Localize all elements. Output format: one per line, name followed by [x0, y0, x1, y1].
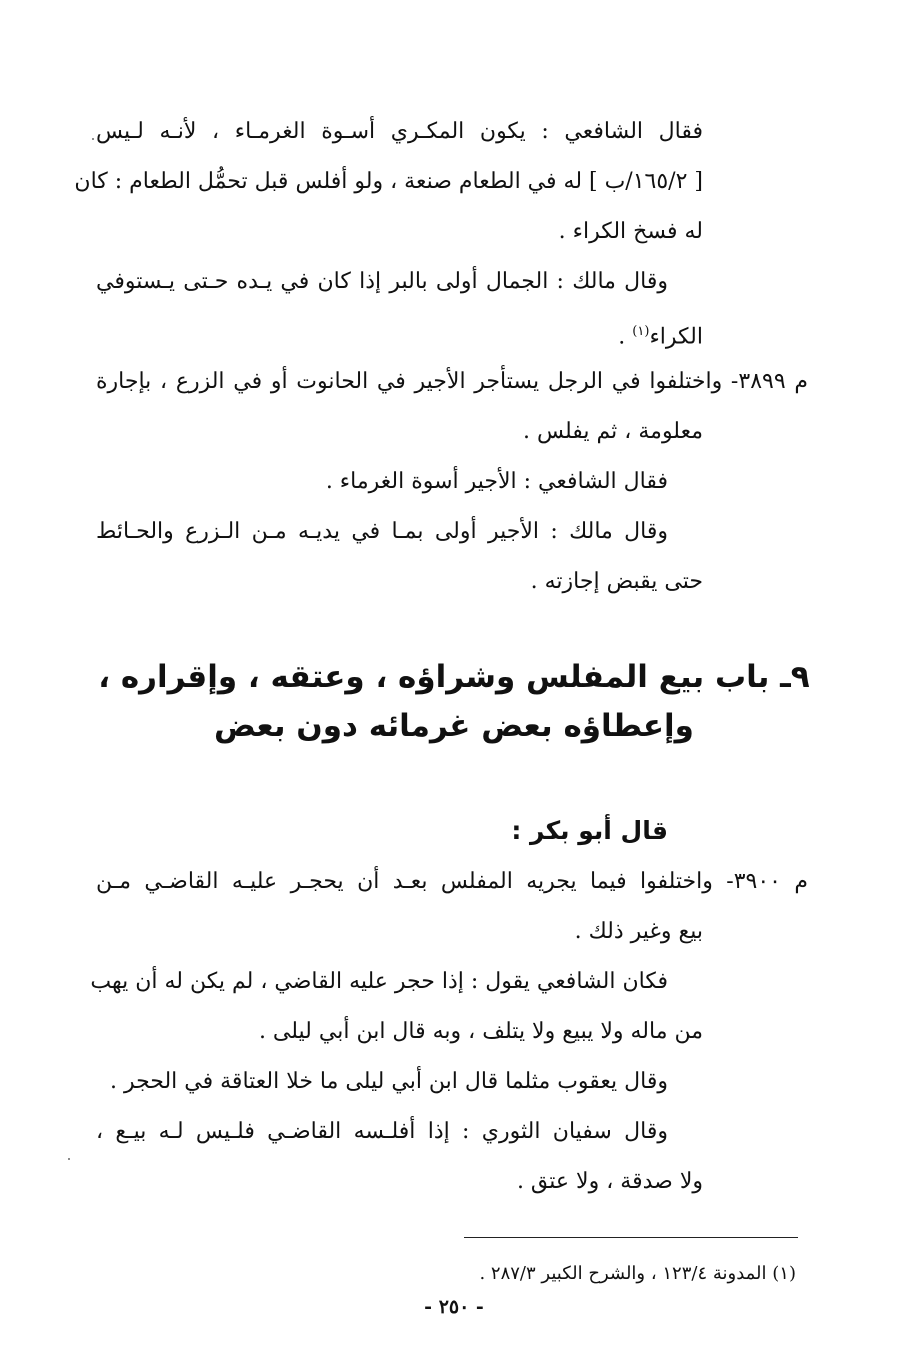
issue-3900-line-5: وقال يعقوب مثلما قال ابن أبي ليلى ما خلا العتاقة في الحجر .	[109, 1069, 668, 1094]
footnote-1: (١) المدونة ١٢٣/٤ ، والشرح الكبير ٢٨٧/٣ .	[479, 1263, 796, 1284]
issue-3900-line-7: ولا صدقة ، ولا عتق .	[516, 1169, 703, 1194]
body-line-4: وقال مالك : الجمال أولى بالبر إذا كان في يـده حـتى يـستوفي	[96, 269, 668, 294]
issue-3899-line-5: حتى يقبض إجازته .	[530, 569, 703, 594]
section-subheading: قال أبو بكر :	[511, 816, 668, 845]
issue-3899-line-1: م ٣٨٩٩- واختلفوا في الرجل يستأجر الأجير في الحانوت أو في الزرع ، بإجارة	[96, 369, 808, 394]
chapter-heading-line-1: ٩ـ باب بيع المفلس وشراؤه ، وعتقه ، وإقراره ،	[98, 659, 810, 695]
footnote-separator	[464, 1237, 798, 1238]
body-line-3: له فسخ الكراء .	[558, 219, 703, 244]
body-line-1: فقال الشافعي : يكون المكـري أسـوة الغرمـاء ، لأنـه لـيس	[96, 119, 703, 144]
page-number: - ٢٥٠ -	[424, 1296, 484, 1318]
scan-speck	[68, 1158, 70, 1160]
footnote-ref[interactable]: (١)	[632, 324, 650, 339]
body-line-5-end: .	[618, 324, 633, 350]
issue-3900-line-1: م ٣٩٠٠- واختلفوا فيما يجريه المفلس بعـد أن يحجـر عليـه القاضـي مـن	[96, 869, 808, 894]
issue-3900-line-3: فكان الشافعي يقول : إذا حجر عليه القاضي ، لم يكن له أن يهب	[90, 969, 668, 994]
issue-3900-line-6: وقال سفيان الثوري : إذا أفلـسه القاضـي فلـيس لـه بيـع ،	[96, 1119, 668, 1144]
chapter-heading-line-2: وإعطاؤه بعض غرمائه دون بعض	[214, 708, 694, 744]
body-line-5	[618, 318, 703, 351]
issue-3899-line-2: معلومة ، ثم يفلس .	[522, 419, 703, 444]
body-line-2: [ ١٦٥/٢/ب ] له في الطعام صنعة ، ولو أفلس قبل تحمُّل الطعام : كان	[74, 169, 703, 194]
issue-3900-line-2: بيع وغير ذلك .	[574, 919, 703, 944]
issue-3900-line-4: من ماله ولا يبيع ولا يتلف ، وبه قال ابن أبي ليلى .	[258, 1019, 703, 1044]
scan-speck	[92, 138, 94, 140]
issue-3899-line-3: فقال الشافعي : الأجير أسوة الغرماء .	[325, 469, 668, 494]
issue-3899-line-4: وقال مالك : الأجير أولى بمـا في يديـه مـن الـزرع والحـائط	[96, 519, 669, 544]
body-line-5-text: الكراء	[649, 324, 703, 350]
